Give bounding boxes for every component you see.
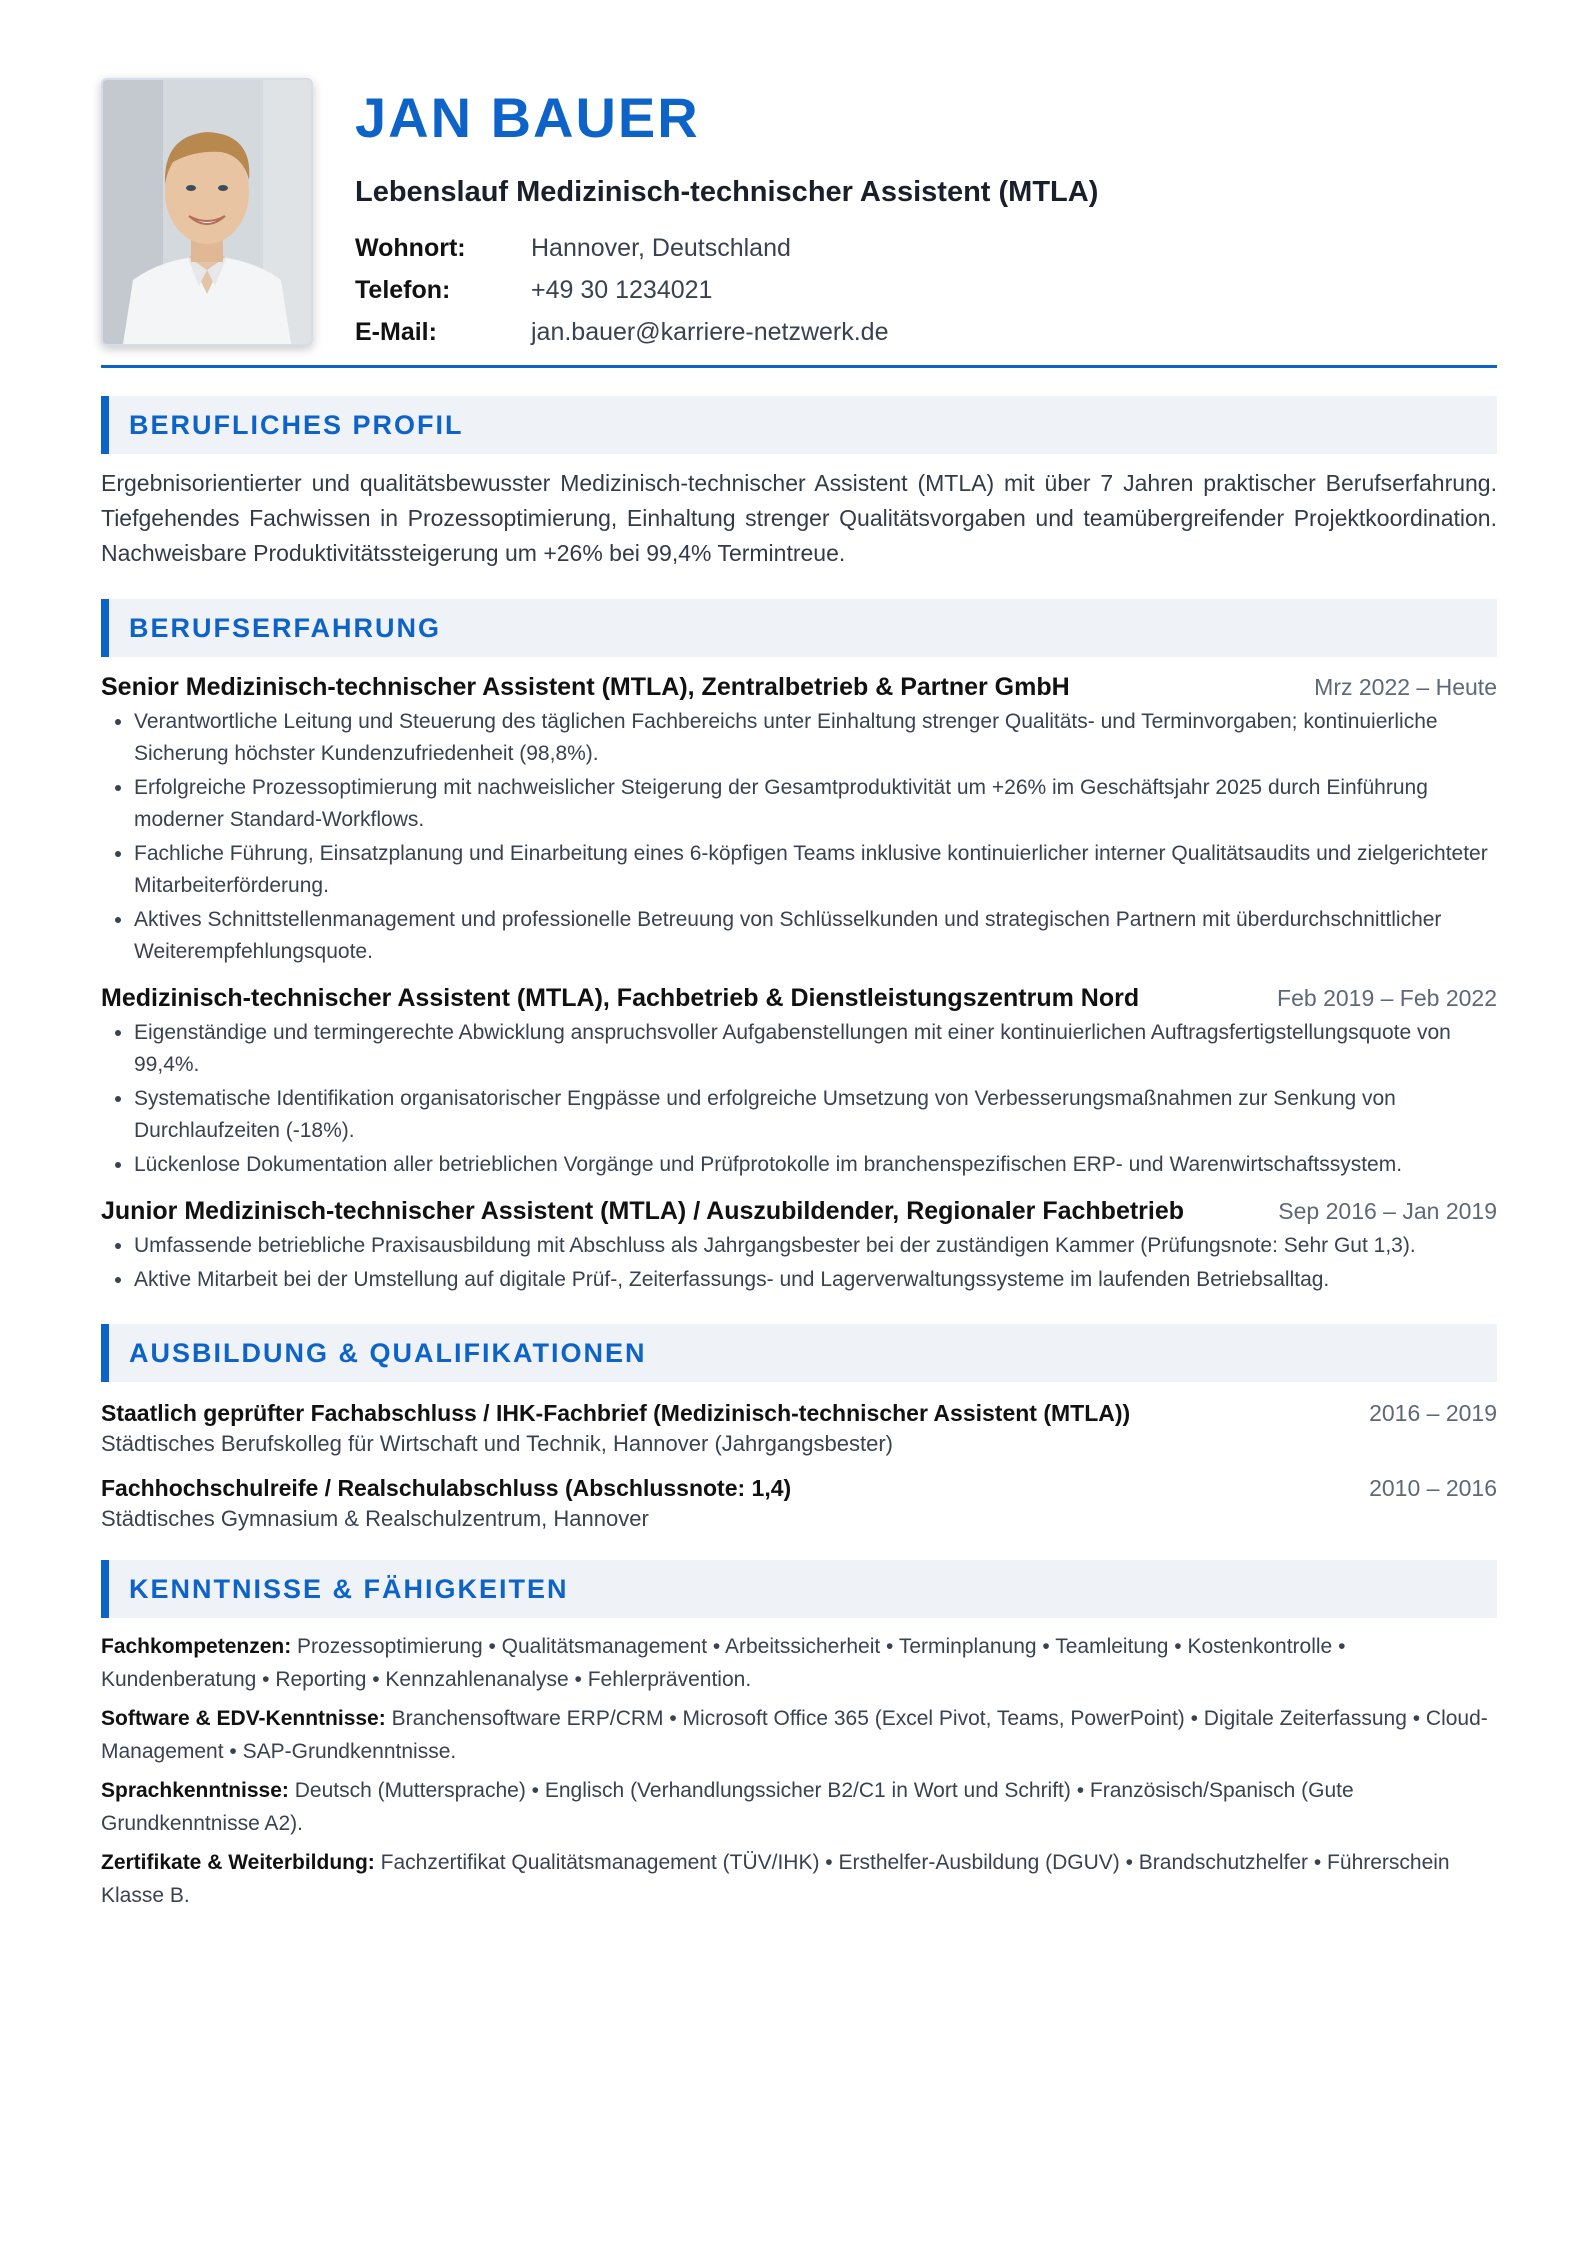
education-entry xyxy=(101,1400,1497,1457)
contact-row-email xyxy=(355,311,1098,353)
skill-group xyxy=(101,1846,1497,1912)
contact-phone[interactable]: +49 30 1234021 xyxy=(531,275,713,304)
education-header xyxy=(101,1400,1497,1427)
section-title: BERUFSERFAHRUNG xyxy=(129,612,442,643)
section-header xyxy=(101,1324,1497,1382)
job-header xyxy=(101,1197,1497,1226)
header-divider xyxy=(101,365,1497,368)
skill-text: Branchensoftware ERP/CRM • Microsoft Office 365 (Excel Pivot, Teams, PowerPoint) • Digitale Zeiterfassung • Cloud-Management • SAP-Grundkenntnisse. xyxy=(101,1707,1488,1763)
section-header xyxy=(101,599,1497,657)
education-date: 2016 – 2019 xyxy=(1369,1400,1497,1426)
resume-content xyxy=(101,78,1497,1912)
job-bullets xyxy=(101,706,1497,968)
skill-label: Fachkompetenzen: xyxy=(101,1635,292,1658)
job-bullet: • Lückenlose Dokumentation aller betrieblichen Vorgänge und Prüfprotokolle im branchenspezifischen ERP- und Warenwirtschaftssystem. xyxy=(134,1149,1497,1181)
skill-group xyxy=(101,1630,1497,1696)
section-header xyxy=(101,1560,1497,1618)
skills-list xyxy=(101,1630,1497,1912)
education-entry xyxy=(101,1475,1497,1532)
header-text xyxy=(355,78,1098,353)
section-title: BERUFLICHES PROFIL xyxy=(129,409,464,440)
contact-label: Wohnort: xyxy=(355,233,466,262)
skill-label: Sprachkenntnisse: xyxy=(101,1779,289,1802)
job-title: Senior Medizinisch-technischer Assistent (MTLA), Zentralbetrieb & Partner GmbH xyxy=(101,673,1070,701)
job-date: Sep 2016 – Jan 2019 xyxy=(1278,1198,1497,1224)
job-title: Junior Medizinisch-technischer Assistent (MTLA) / Auszubildender, Regionaler Fachbetrieb xyxy=(101,1197,1185,1225)
section-title: KENNTNISSE & FÄHIGKEITEN xyxy=(129,1573,569,1604)
job-header xyxy=(101,984,1497,1013)
job-bullet: • Eigenständige und termingerechte Abwicklung anspruchsvoller Aufgabenstellungen mit einer kontinuierlichen Auftragsfertigstellungsquote von 99,4%. xyxy=(134,1017,1497,1081)
job-entry xyxy=(101,984,1497,1181)
education-title: Staatlich geprüfter Fachabschluss / IHK-Fachbrief (Medizinisch-technischer Assistent (MTLA)) xyxy=(101,1400,1131,1426)
section-header xyxy=(101,396,1497,454)
education-institution: Städtisches Gymnasium & Realschulzentrum, Hannover xyxy=(101,1506,649,1531)
skill-group xyxy=(101,1774,1497,1840)
contact-email[interactable]: jan.bauer@karriere-netzwerk.de xyxy=(531,317,889,346)
job-title: Medizinisch-technischer Assistent (MTLA), Fachbetrieb & Dienstleistungszentrum Nord xyxy=(101,984,1140,1012)
job-date: Feb 2019 – Feb 2022 xyxy=(1277,985,1497,1011)
skill-label: Zertifikate & Weiterbildung: xyxy=(101,1851,375,1874)
section-skills xyxy=(101,1560,1497,1912)
contact-label: E-Mail: xyxy=(355,317,437,346)
contact-location: Hannover, Deutschland xyxy=(531,233,791,262)
skill-text: Fachzertifikat Qualitätsmanagement (TÜV/IHK) • Ersthelfer-Ausbildung (DGUV) • Brandschutzhelfer • Führerschein Klasse B. xyxy=(101,1851,1450,1907)
profile-text: Ergebnisorientierter und qualitätsbewusster Medizinisch-technischer Assistent (MTLA) mit über 7 Jahren praktischer Berufserfahrung. Tiefgehendes Fachwissen in Prozessoptimierung, Einhaltung strenger Qualitätsvorgaben und teamübergreifender Projektkoordination. Nachweisbare Produktivitätssteigerung um +26% bei 99,4% Termintreue. xyxy=(101,470,1497,566)
job-bullet: • Verantwortliche Leitung und Steuerung des täglichen Fachbereichs unter Einhaltung strenger Qualitäts- und Terminvorgaben; kontinuierliche Sicherung höchster Kundenzufriedenheit (98,8%). xyxy=(134,706,1497,770)
job-bullet: • Aktives Schnittstellenmanagement und professionelle Betreuung von Schlüsselkunden und strategischen Partnern mit überdurchschnittlicher Weiterempfehlungsquote. xyxy=(134,904,1497,968)
portrait-illustration xyxy=(103,80,311,344)
profile-photo xyxy=(101,78,313,346)
section-experience xyxy=(101,599,1497,1296)
education-date: 2010 – 2016 xyxy=(1369,1475,1497,1501)
contact-details xyxy=(355,227,1098,353)
job-entry xyxy=(101,1197,1497,1296)
skill-group xyxy=(101,1702,1497,1768)
job-bullet: • Umfassende betriebliche Praxisausbildung mit Abschluss als Jahrgangsbester bei der zuständigen Kammer (Prüfungsnote: Sehr Gut 1,3). xyxy=(134,1230,1497,1262)
skill-text: Deutsch (Muttersprache) • Englisch (Verhandlungssicher B2/C1 in Wort und Schrift) • Französisch/Spanisch (Gute Grundkenntnisse A2). xyxy=(101,1779,1354,1835)
job-bullet: • Systematische Identifikation organisatorischer Engpässe und erfolgreiche Umsetzung von Verbesserungsmaßnahmen zur Senkung von Durchlaufzeiten (-18%). xyxy=(134,1083,1497,1147)
resume-header xyxy=(101,78,1497,368)
education-title: Fachhochschulreife / Realschulabschluss (Abschlussnote: 1,4) xyxy=(101,1475,792,1501)
contact-row-phone xyxy=(355,269,1098,311)
education-institution: Städtisches Berufskolleg für Wirtschaft und Technik, Hannover (Jahrgangsbester) xyxy=(101,1431,893,1456)
job-bullet: • Fachliche Führung, Einsatzplanung und Einarbeitung eines 6-köpfigen Teams inklusive kontinuierlicher interner Qualitätsaudits und zielgerichteter Mitarbeiterförderung. xyxy=(134,838,1497,902)
section-title: AUSBILDUNG & QUALIFIKATIONEN xyxy=(129,1337,647,1368)
skill-text: Prozessoptimierung • Qualitätsmanagement • Arbeitssicherheit • Terminplanung • Teamleitung • Kostenkontrolle • Kundenberatung • Reporting • Kennzahlenanalyse • Fehlerprävention. xyxy=(101,1635,1346,1691)
job-header xyxy=(101,673,1497,702)
section-profile xyxy=(101,396,1497,571)
job-entry xyxy=(101,673,1497,968)
resume-subtitle: Lebenslauf Medizinisch-technischer Assistent (MTLA) xyxy=(355,176,1099,208)
section-education xyxy=(101,1324,1497,1532)
contact-row-location xyxy=(355,227,1098,269)
education-header xyxy=(101,1475,1497,1502)
job-date: Mrz 2022 – Heute xyxy=(1314,674,1497,700)
job-bullets xyxy=(101,1230,1497,1296)
job-bullet: • Erfolgreiche Prozessoptimierung mit nachweislicher Steigerung der Gesamtproduktivität um +26% im Geschäftsjahr 2025 durch Einführung moderner Standard-Workflows. xyxy=(134,772,1497,836)
contact-label: Telefon: xyxy=(355,275,451,304)
candidate-name: JAN BAUER xyxy=(355,86,700,149)
job-bullet: • Aktive Mitarbeit bei der Umstellung auf digitale Prüf-, Zeiterfassungs- und Lagerverwaltungssysteme im laufenden Betriebsalltag. xyxy=(134,1264,1497,1296)
skill-label: Software & EDV-Kenntnisse: xyxy=(101,1707,386,1730)
job-bullets xyxy=(101,1017,1497,1181)
